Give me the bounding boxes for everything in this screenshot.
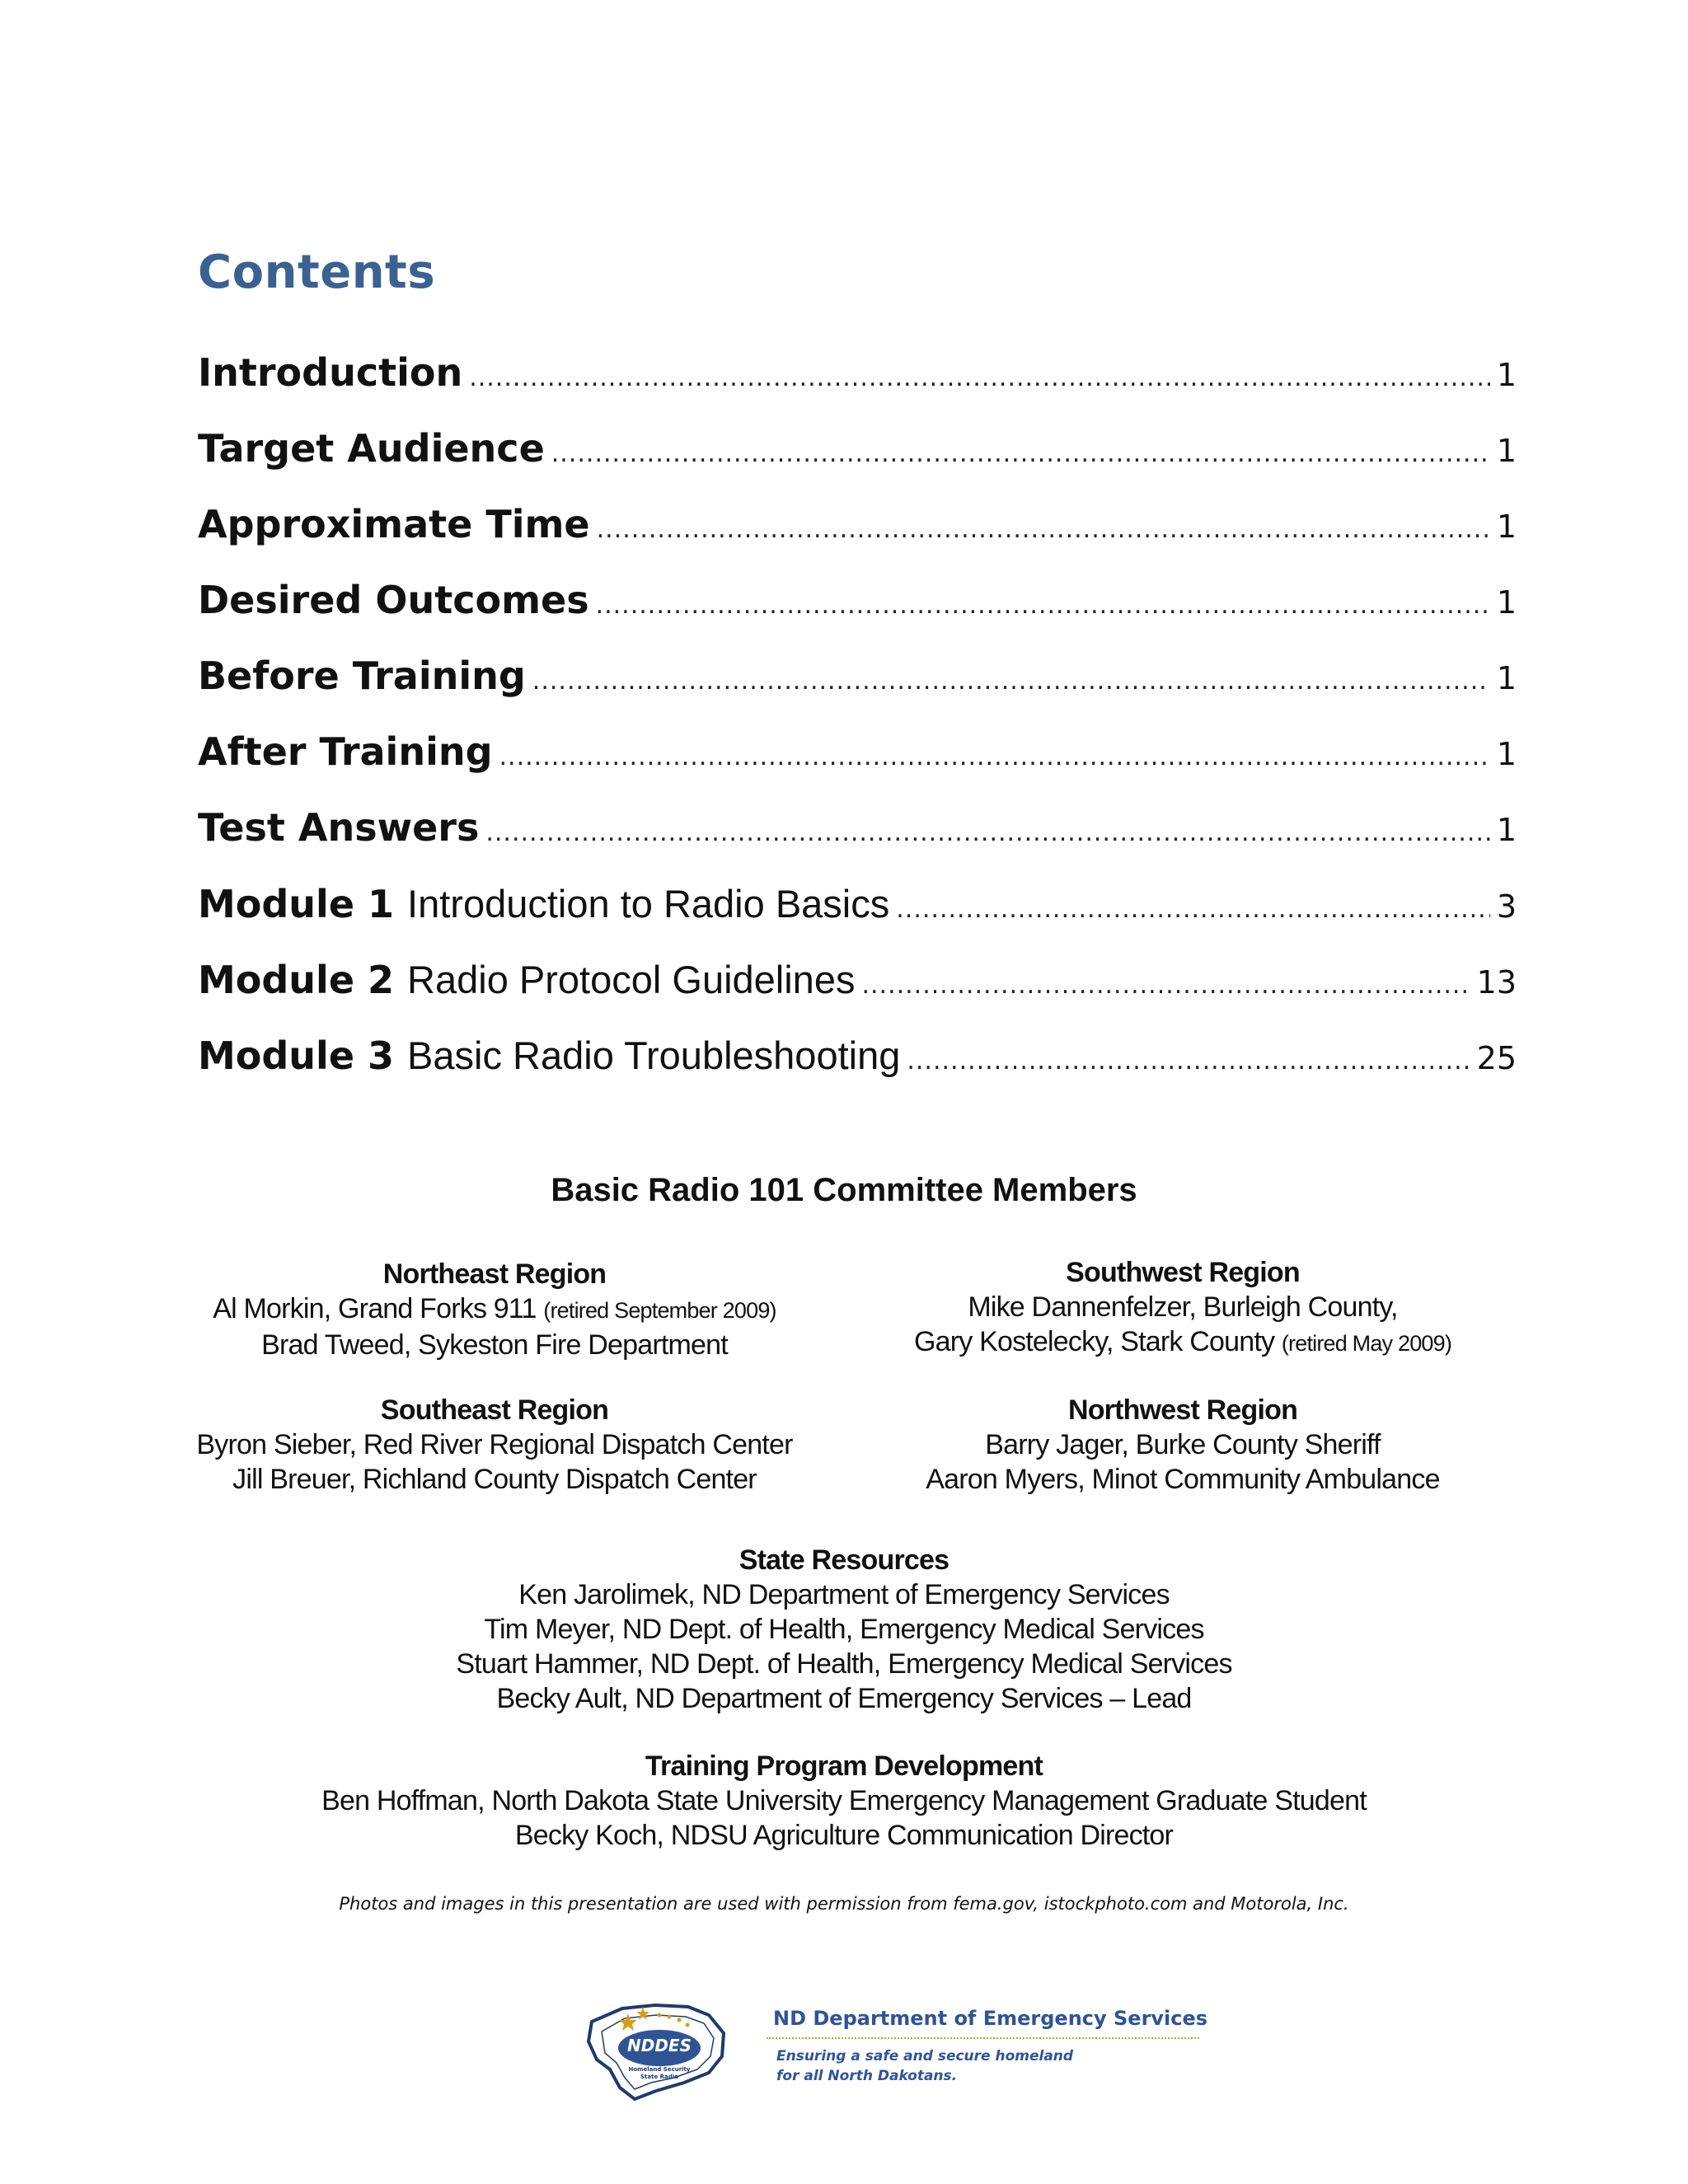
toc-page-number: 3 <box>1496 888 1517 925</box>
member-line: Aaron Myers, Minot Community Ambulance <box>926 1464 1440 1495</box>
region-name: Southwest Region <box>1066 1257 1300 1288</box>
org-name: ND Department of Emergency Services <box>773 2007 1208 2030</box>
toc-heading: Module 3 <box>198 1033 395 1078</box>
member-line: Barry Jager, Burke County Sheriff <box>985 1429 1381 1460</box>
toc-leader-dots <box>499 743 1490 771</box>
toc-heading: Desired Outcomes <box>198 578 589 622</box>
toc-heading: Approximate Time <box>198 502 590 546</box>
toc-heading: Before Training <box>198 654 526 698</box>
toc-entry-module-1[interactable] <box>198 881 1517 957</box>
member-line: Becky Ault, ND Department of Emergency Services – Lead <box>496 1683 1192 1714</box>
toc-page-number: 1 <box>1496 660 1517 696</box>
region-name: Northwest Region <box>1067 1394 1298 1426</box>
southwest-region <box>853 1255 1512 1361</box>
member-line <box>165 1291 824 1328</box>
committee-title: Basic Radio 101 Committee Members <box>551 1172 1137 1208</box>
region-name: Southeast Region <box>380 1394 609 1426</box>
member-line <box>853 1324 1512 1361</box>
toc-heading: Target Audience <box>198 426 545 471</box>
toc-entry-approximate-time[interactable] <box>198 502 1517 578</box>
region-name: Northeast Region <box>382 1258 607 1290</box>
toc-page-number: 13 <box>1476 964 1517 1001</box>
photo-credits: Photos and images in this presentation are used with permission from fema.gov, istockphoto.com and Motorola, Inc. <box>339 1894 1349 1914</box>
toc-page-number: 25 <box>1476 1040 1517 1076</box>
member-name: Al Morkin, Grand Forks 911 <box>213 1293 537 1324</box>
toc-entry-test-answers[interactable] <box>198 805 1517 881</box>
nddes-logo-icon <box>577 1990 758 2106</box>
toc-heading: Module 1 <box>198 882 395 926</box>
toc-subtitle: Introduction to Radio Basics <box>407 882 890 926</box>
state-resources <box>0 1543 1688 1716</box>
toc-heading: After Training <box>198 729 493 774</box>
toc-heading: Introduction <box>198 350 463 395</box>
logo-subtext: State Radio <box>640 2074 678 2080</box>
northwest-region <box>853 1393 1512 1497</box>
section-name: State Resources <box>738 1544 950 1576</box>
toc-entry-module-3[interactable] <box>198 1033 1517 1108</box>
toc-leader-dots <box>907 1047 1470 1076</box>
toc-leader-dots <box>596 591 1490 620</box>
member-note: (retired May 2009) <box>1281 1331 1452 1356</box>
footer-branding <box>577 1990 1236 2106</box>
toc-subtitle: Radio Protocol Guidelines <box>407 958 856 1001</box>
southeast-region <box>165 1393 824 1497</box>
member-line: Stuart Hammer, ND Dept. of Health, Emergency Medical Services <box>456 1648 1232 1680</box>
toc-leader-dots <box>551 439 1490 468</box>
logo-subtext: Homeland Security <box>628 2066 691 2073</box>
divider <box>767 2037 1199 2039</box>
toc-entry-after-training[interactable] <box>198 729 1517 805</box>
logo-text: NDDES <box>626 2036 692 2055</box>
tagline-line: for all North Dakotans. <box>776 2068 958 2084</box>
member-line: Ken Jarolimek, ND Department of Emergency Services <box>518 1579 1170 1610</box>
toc-leader-dots <box>485 818 1489 847</box>
toc-leader-dots <box>469 363 1490 392</box>
northeast-region <box>165 1257 824 1362</box>
member-line: Becky Koch, NDSU Agriculture Communication Director <box>514 1820 1174 1851</box>
toc-page-number: 1 <box>1496 357 1517 393</box>
tagline-line: Ensuring a safe and secure homeland <box>776 2048 1074 2064</box>
toc-entry-target-audience[interactable] <box>198 426 1517 502</box>
training-program-development <box>0 1749 1688 1853</box>
toc-page-number: 1 <box>1496 812 1517 848</box>
member-line: Mike Dannenfelzer, Burleigh County, <box>968 1291 1398 1323</box>
toc-entry-introduction[interactable] <box>198 350 1517 426</box>
toc-subtitle: Basic Radio Troubleshooting <box>407 1033 901 1077</box>
member-line: Tim Meyer, ND Dept. of Health, Emergency Medical Services <box>484 1614 1204 1645</box>
member-line: Brad Tweed, Sykeston Fire Department <box>261 1329 728 1361</box>
toc-leader-dots <box>597 515 1490 544</box>
toc-page-number: 1 <box>1496 584 1517 621</box>
tagline <box>776 2046 1106 2086</box>
toc-leader-dots <box>532 667 1490 696</box>
contents-title: Contents <box>198 246 436 299</box>
toc-heading: Module 2 <box>198 958 395 1002</box>
member-line: Jill Breuer, Richland County Dispatch Center <box>232 1464 757 1495</box>
member-line: Ben Hoffman, North Dakota State University Emergency Management Graduate Student <box>321 1785 1367 1816</box>
member-line: Byron Sieber, Red River Regional Dispatch Center <box>196 1429 793 1460</box>
toc-entry-before-training[interactable] <box>198 654 1517 729</box>
toc-entry-module-2[interactable] <box>198 957 1517 1033</box>
table-of-contents <box>198 350 1517 1108</box>
toc-heading: Test Answers <box>198 805 480 850</box>
toc-page-number: 1 <box>1496 433 1517 469</box>
section-name: Training Program Development <box>645 1750 1043 1782</box>
toc-entry-desired-outcomes[interactable] <box>198 578 1517 654</box>
member-note: (retired September 2009) <box>543 1298 776 1323</box>
toc-page-number: 1 <box>1496 736 1517 772</box>
toc-page-number: 1 <box>1496 509 1517 545</box>
toc-leader-dots <box>896 895 1490 924</box>
member-name: Gary Kostelecky, Stark County <box>913 1326 1275 1357</box>
toc-leader-dots <box>861 971 1470 1000</box>
